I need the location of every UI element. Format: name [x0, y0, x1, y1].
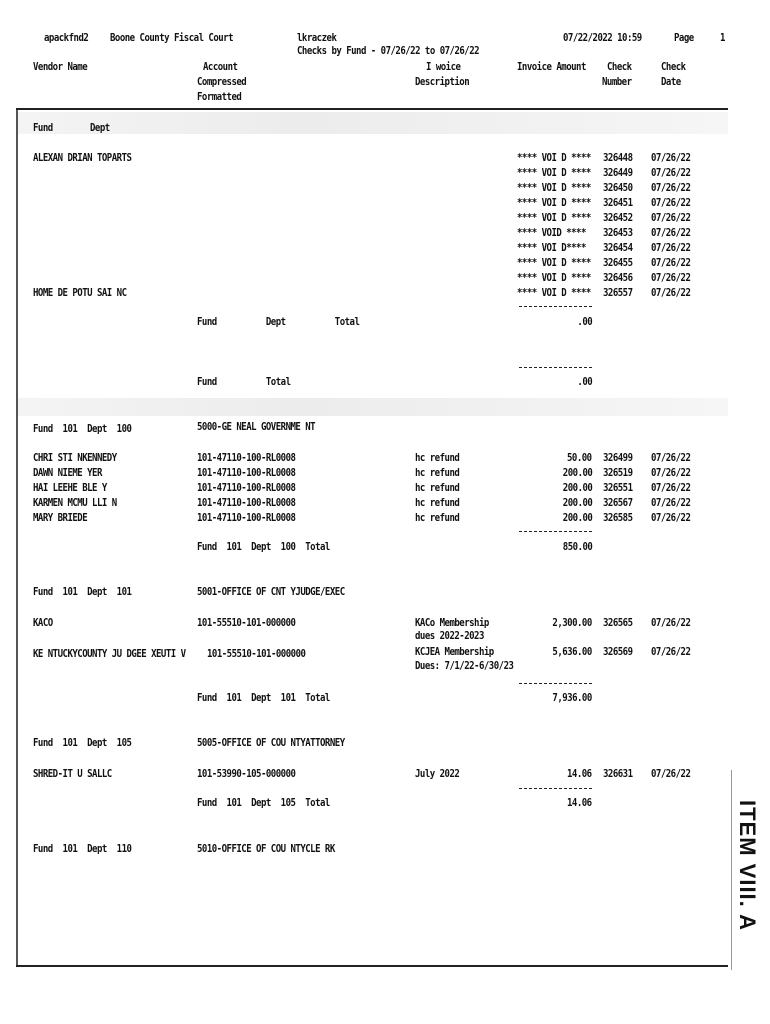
col-check-number: Check	[607, 61, 632, 73]
check-date: 07/26/22	[651, 452, 691, 464]
account-number: 101-53990-105-000000	[197, 768, 296, 780]
vendor-name: SHRED-IT U SALLC	[33, 768, 112, 780]
check-date: 07/26/22	[651, 212, 691, 224]
page-number: 1	[720, 32, 725, 44]
subtotal-dashes	[519, 531, 592, 532]
user-name: lkraczek	[297, 32, 337, 44]
void-amount: **** VOI D ****	[517, 212, 591, 224]
invoice-amount: 200.00	[562, 497, 592, 509]
check-date: 07/26/22	[651, 512, 691, 524]
dept-total-label: Fund 101 Dept 100 Total	[197, 541, 330, 553]
check-number: 326519	[603, 467, 633, 479]
section-fund-label: Fund	[33, 122, 53, 134]
dept-total-amount: .00	[577, 316, 592, 328]
dept-total-amount: 7,936.00	[552, 692, 592, 704]
check-number: 326455	[603, 257, 633, 269]
invoice-description: hc refund	[415, 482, 460, 494]
section-dept-label: Dept	[90, 122, 110, 134]
vendor-name: HAI LEEHE BLE Y	[33, 482, 107, 494]
check-number: 326450	[603, 182, 633, 194]
col-vendor-name: Vendor Name	[33, 61, 88, 73]
invoice-description: hc refund	[415, 452, 460, 464]
report-datetime: 07/22/2022 10:59	[563, 32, 642, 44]
check-number: 326567	[603, 497, 633, 509]
report-title: Checks by Fund - 07/26/22 to 07/26/22	[297, 45, 480, 57]
subtotal-dashes	[519, 306, 592, 307]
check-date: 07/26/22	[651, 768, 691, 780]
agenda-stamp-text: ITEM VIII. A	[735, 800, 760, 931]
void-amount: **** VOI D ****	[517, 167, 591, 179]
void-amount: **** VOI D ****	[517, 182, 591, 194]
void-amount: **** VOI D ****	[517, 152, 591, 164]
invoice-amount: 200.00	[562, 467, 592, 479]
subtotal-dashes	[519, 788, 592, 789]
check-number: 326565	[603, 617, 633, 629]
check-number: 326551	[603, 482, 633, 494]
vendor-name: CHRI STI NKENNEDY	[33, 452, 117, 464]
check-number: 326454	[603, 242, 633, 254]
page-label: Page	[674, 32, 694, 44]
check-date: 07/26/22	[651, 197, 691, 209]
dept-name: 5010-OFFICE OF COU NTYCLE RK	[197, 843, 335, 855]
left-border	[16, 108, 18, 966]
void-amount: **** VOI D****	[517, 242, 586, 254]
dept-heading: Fund 101 Dept 101	[33, 586, 132, 598]
account-number: 101-47110-100-RL0008	[197, 482, 296, 494]
invoice-amount: 2,300.00	[552, 617, 592, 629]
dept-total-label: Fund 101 Dept 101 Total	[197, 692, 330, 704]
dept-total-label: Fund Dept Total	[197, 316, 360, 328]
invoice-description: KACo Membership	[415, 617, 489, 629]
vendor-name: KACO	[33, 617, 53, 629]
footer-rule	[16, 965, 728, 967]
check-number: 326499	[603, 452, 633, 464]
check-date: 07/26/22	[651, 617, 691, 629]
fund-total-amount: .00	[577, 376, 592, 388]
check-number: 326631	[603, 768, 633, 780]
account-number: 101-55510-101-000000	[197, 617, 296, 629]
scan-band	[18, 112, 728, 134]
col-check-date: Check	[661, 61, 686, 73]
vendor-name: DAWN NIEME YER	[33, 467, 102, 479]
scan-band	[18, 398, 728, 416]
invoice-description: dues 2022-2023	[415, 630, 484, 642]
report-id: apackfnd2	[44, 32, 89, 44]
dept-name: 5001-OFFICE OF CNT YJUDGE/EXEC	[197, 586, 345, 598]
subtotal-dashes	[519, 683, 592, 684]
check-number: 326456	[603, 272, 633, 284]
check-date: 07/26/22	[651, 257, 691, 269]
org-name: Boone County Fiscal Court	[110, 32, 234, 44]
invoice-description: hc refund	[415, 497, 460, 509]
invoice-description: hc refund	[415, 512, 460, 524]
col-account: Compressed	[197, 76, 247, 88]
check-date: 07/26/22	[651, 272, 691, 284]
col-account: Account	[203, 61, 238, 73]
invoice-description: July 2022	[415, 768, 460, 780]
check-date: 07/26/22	[651, 287, 691, 299]
check-number: 326453	[603, 227, 633, 239]
check-date: 07/26/22	[651, 646, 691, 658]
check-date: 07/26/22	[651, 482, 691, 494]
void-amount: **** VOID ****	[517, 227, 586, 239]
check-number: 326452	[603, 212, 633, 224]
invoice-amount: 5,636.00	[552, 646, 592, 658]
check-number: 326451	[603, 197, 633, 209]
dept-heading: Fund 101 Dept 100	[33, 423, 132, 435]
void-amount: **** VOI D ****	[517, 287, 591, 299]
invoice-amount: 14.06	[567, 768, 592, 780]
check-date: 07/26/22	[651, 497, 691, 509]
invoice-description: Dues: 7/1/22-6/30/23	[415, 660, 514, 672]
account-number: 101-47110-100-RL0008	[197, 512, 296, 524]
vendor-name: KE NTUCKYCOUNTY JU DGEE XEUTI V	[33, 648, 186, 660]
dept-heading: Fund 101 Dept 110	[33, 843, 132, 855]
header-rule	[16, 108, 728, 110]
vendor-name: MARY BRIEDE	[33, 512, 88, 524]
check-number: 326448	[603, 152, 633, 164]
invoice-amount: 200.00	[562, 482, 592, 494]
void-amount: **** VOI D ****	[517, 257, 591, 269]
vendor-name: ALEXAN DRIAN TOPARTS	[33, 152, 132, 164]
account-number: 101-47110-100-RL0008	[197, 467, 296, 479]
check-date: 07/26/22	[651, 167, 691, 179]
col-invoice: Description	[415, 76, 470, 88]
check-date: 07/26/22	[651, 227, 691, 239]
account-number: 101-47110-100-RL0008	[197, 497, 296, 509]
dept-heading: Fund 101 Dept 105	[33, 737, 132, 749]
invoice-amount: 50.00	[567, 452, 592, 464]
void-amount: **** VOI D ****	[517, 272, 591, 284]
check-number: 326557	[603, 287, 633, 299]
account-number: 101-47110-100-RL0008	[197, 452, 296, 464]
vendor-name: HOME DE POTU SAI NC	[33, 287, 127, 299]
account-number: 101-55510-101-000000	[207, 648, 306, 660]
dept-name: 5000-GE NEAL GOVERNME NT	[197, 421, 316, 433]
fund-total-label: Fund Total	[197, 376, 291, 388]
invoice-amount: 200.00	[562, 512, 592, 524]
check-date: 07/26/22	[651, 242, 691, 254]
subtotal-dashes	[519, 367, 592, 368]
col-invoice-amount: Invoice Amount	[517, 61, 586, 73]
dept-total-amount: 850.00	[562, 541, 592, 553]
check-number: 326569	[603, 646, 633, 658]
col-account: Formatted	[197, 91, 242, 103]
check-number: 326449	[603, 167, 633, 179]
dept-total-amount: 14.06	[567, 797, 592, 809]
invoice-description: KCJEA Membership	[415, 646, 494, 658]
invoice-description: hc refund	[415, 467, 460, 479]
check-number: 326585	[603, 512, 633, 524]
check-date: 07/26/22	[651, 152, 691, 164]
col-check-date: Date	[661, 76, 681, 88]
col-invoice: I woice	[426, 61, 461, 73]
dept-name: 5005-OFFICE OF COU NTYATTORNEY	[197, 737, 345, 749]
vendor-name: KARMEN MCMU LLI N	[33, 497, 117, 509]
check-date: 07/26/22	[651, 467, 691, 479]
dept-total-label: Fund 101 Dept 105 Total	[197, 797, 330, 809]
check-date: 07/26/22	[651, 182, 691, 194]
col-check-number: Number	[602, 76, 632, 88]
void-amount: **** VOI D ****	[517, 197, 591, 209]
